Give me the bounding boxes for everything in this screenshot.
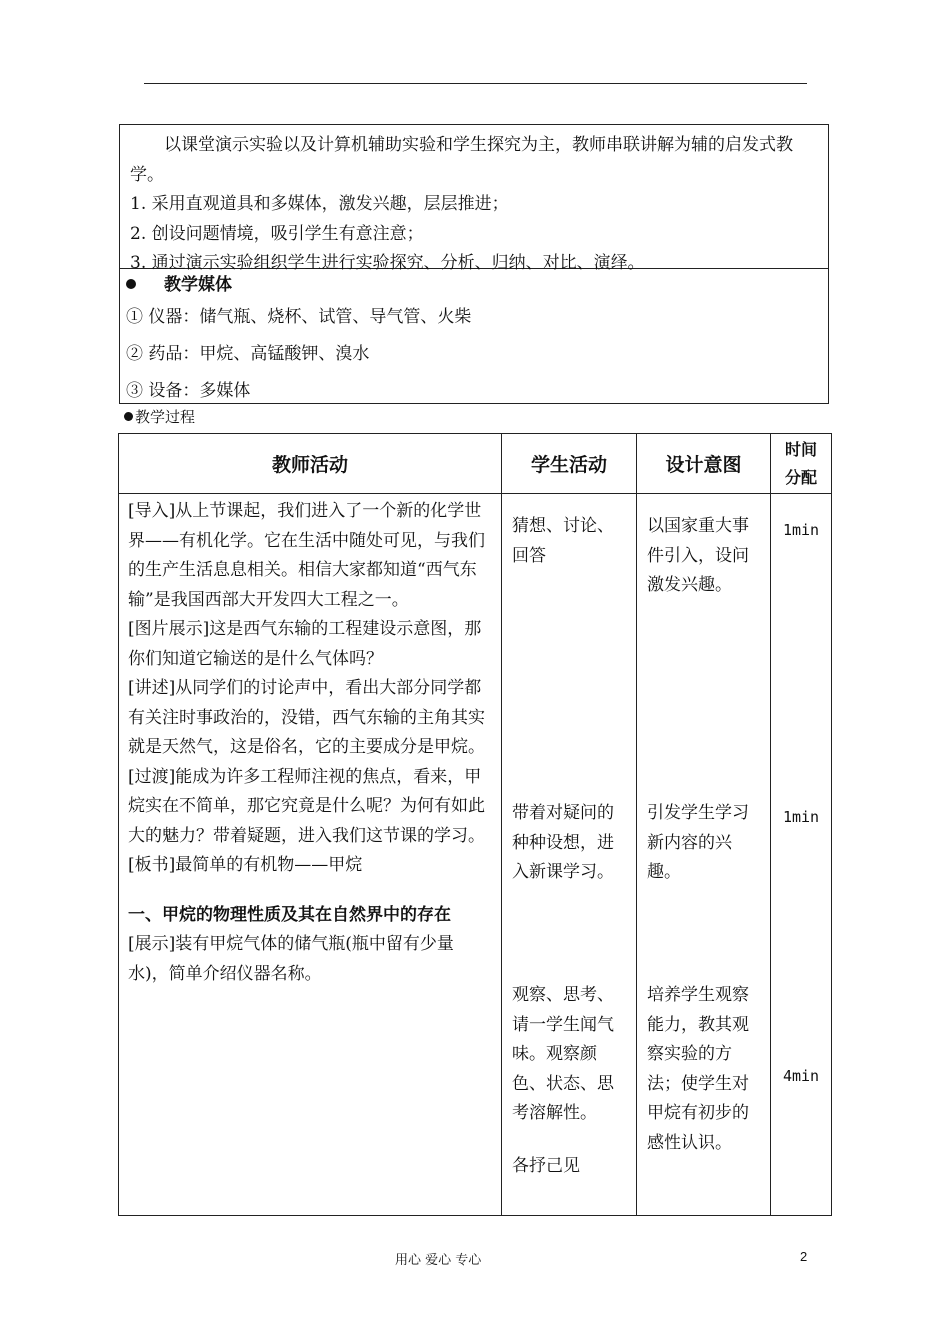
process-heading: 教学过程	[135, 408, 196, 426]
media-item-instruments: ① 仪器：储气瓶、烧杯、试管、导气管、火柴	[126, 307, 472, 327]
teacher-para-intro: [导入]从上节课起，我们进入了一个新的化学世界——有机化学。它在生活中随处可见，与我们的生产生活息息相关。相信大家都知道“西气东输”是我国西部大开发四大工程之一。	[128, 501, 485, 610]
teaching-process-table	[118, 433, 832, 1216]
student-activity-4: 各抒己见	[512, 1156, 580, 1176]
time-3: 4min	[782, 1067, 820, 1085]
student-activity-2: 带着对疑问的种种设想，进入新课学习。	[512, 803, 614, 882]
student-activity-cell	[502, 494, 637, 1216]
teaching-media-box	[119, 269, 829, 404]
header-time-allocation: 时间 分配	[771, 434, 832, 494]
media-heading: 教学媒体	[164, 275, 232, 295]
process-heading-row	[124, 406, 195, 428]
header-design-intent: 设计意图	[637, 434, 771, 494]
page-number: 2	[800, 1249, 808, 1264]
methods-item-2: 2. 创设问题情境，吸引学生有意注意；	[130, 223, 424, 244]
table-body-row	[119, 494, 832, 1216]
bullet-icon	[126, 279, 136, 289]
media-heading-row	[126, 271, 822, 299]
design-intent-cell	[637, 494, 771, 1216]
design-intent-3: 培养学生观察能力，教其观察实验的方法；使学生对甲烷有初步的感性认识。	[647, 985, 749, 1153]
teacher-activity-cell	[119, 494, 502, 1216]
media-item-reagents: ② 药品：甲烷、高锰酸钾、溴水	[126, 344, 370, 364]
header-student-activity: 学生活动	[502, 434, 637, 494]
header-teacher-activity: 教师活动	[119, 434, 502, 494]
media-item-equipment: ③ 设备：多媒体	[126, 381, 251, 401]
student-activity-1: 猜想、讨论、回答	[512, 516, 614, 566]
time-allocation-cell	[771, 494, 832, 1216]
design-intent-1: 以国家重大事件引入，设问激发兴趣。	[647, 516, 749, 595]
methods-item-3: 3. 通过演示实验组织学生进行实验探究、分析、归纳、对比、演绎。	[130, 253, 645, 273]
teacher-para-lecture: [讲述]从同学们的讨论声中，看出大部分同学都有关注时事政治的，没错，西气东输的主角其实就是天然气，这是俗名，它的主要成分是甲烷。	[128, 678, 485, 757]
teacher-para-transition: [过渡]能成为许多工程师注视的焦点，看来，甲烷实在不简单，那它究竟是什么呢？为何有如此大的魅力？带着疑题，进入我们这节课的学习。	[128, 766, 485, 846]
header-rule	[144, 83, 807, 84]
teaching-methods-box	[119, 124, 829, 273]
table-header-row	[119, 434, 832, 494]
footer-motto: 用心 爱心 专心	[395, 1253, 482, 1268]
methods-intro: 以课堂演示实验以及计算机辅助实验和学生探究为主，教师串联讲解为辅的启发式教学。	[130, 135, 793, 185]
methods-item-1: 1. 采用直观道具和多媒体，激发兴趣，层层推进；	[130, 194, 509, 214]
teacher-para-picture: [图片展示]这是西气东输的工程建设示意图，那你们知道它输送的是什么气体吗？	[128, 619, 482, 669]
teacher-section-title: 一、甲烷的物理性质及其在自然界中的存在	[128, 904, 451, 925]
bullet-icon	[124, 412, 133, 421]
teacher-para-show: [展示]装有甲烷气体的储气瓶(瓶中留有少量水)，简单介绍仪器名称。	[128, 934, 454, 984]
teacher-para-board: [板书]最简单的有机物——甲烷	[128, 855, 363, 875]
time-2: 1min	[782, 808, 820, 826]
time-1: 1min	[782, 521, 820, 539]
student-activity-3: 观察、思考、请一学生闻气味。观察颜色、状态、思考溶解性。	[512, 985, 614, 1123]
design-intent-2: 引发学生学习新内容的兴趣。	[647, 803, 749, 882]
